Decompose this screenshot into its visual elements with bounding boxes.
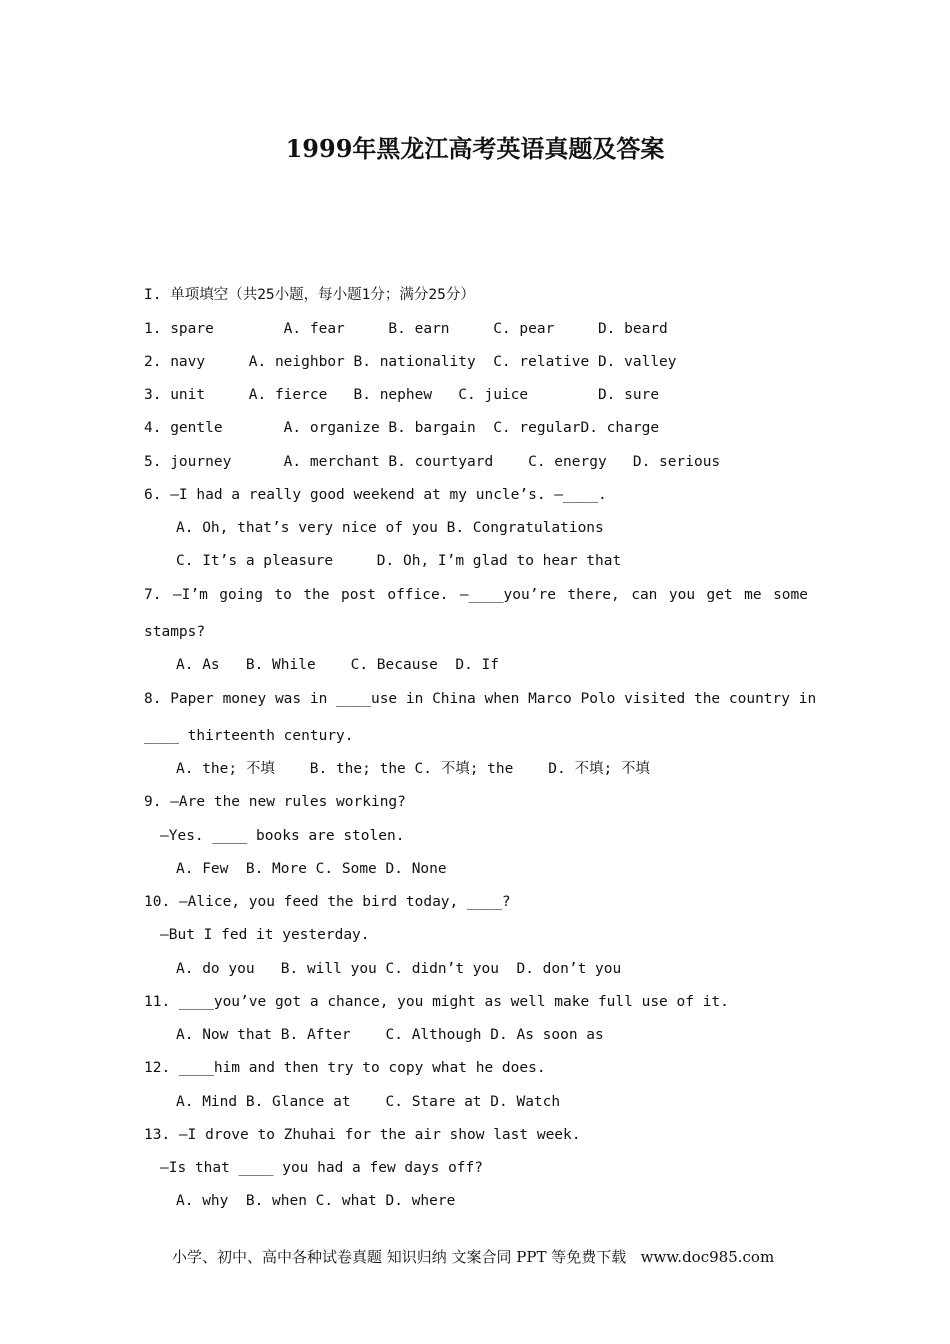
option-line: A. Now that B. After C. Although D. As soon as: [176, 1027, 604, 1043]
option-line: A. Oh, that’s very nice of you B. Congratulations: [176, 520, 604, 536]
question-line: 11. ____you’ve got a chance, you might as well make full use of it.: [144, 994, 729, 1010]
option-line: A. Few B. More C. Some D. None: [176, 861, 447, 877]
option-line: A. As B. While C. Because D. If: [176, 657, 500, 673]
question-line: 5. journey A. merchant B. courtyard C. energy D. serious: [144, 454, 721, 470]
option-line: C. It’s a pleasure D. Oh, I’m glad to hear that: [176, 553, 622, 569]
page-title: 1999年黑龙江高考英语真题及答案: [285, 134, 665, 163]
dialogue-line: —Yes. ____ books are stolen.: [160, 828, 405, 844]
option-line: A. the; 不填 B. the; the C. 不填; the D. 不填; 不填: [176, 761, 650, 777]
question-line: 8. Paper money was in ____use in China when Marco Polo visited the country in: [144, 691, 817, 707]
page-footer: 小学、初中、高中各种试卷真题 知识归纳 文案合同 PPT 等免费下载 www.doc985.com: [172, 1248, 775, 1266]
question-line: 4. gentle A. organize B. bargain C. regularD. charge: [144, 420, 660, 436]
section-heading: I. 单项填空（共25小题，每小题1分；满分25分）: [144, 287, 475, 303]
question-line: 2. navy A. neighbor B. nationality C. relative D. valley: [144, 354, 677, 370]
option-line: A. why B. when C. what D. where: [176, 1193, 456, 1209]
question-line: 7. —I’m going to the post office. —____you’re there, can you get me some: [144, 587, 808, 603]
dialogue-line: —But I fed it yesterday.: [160, 927, 370, 943]
question-line: stamps?: [144, 624, 206, 640]
option-line: A. do you B. will you C. didn’t you D. don’t you: [176, 961, 622, 977]
question-line: 3. unit A. fierce B. nephew C. juice D. sure: [144, 387, 660, 403]
question-line: 6. —I had a really good weekend at my uncle’s. —____.: [144, 487, 607, 503]
question-line: 10. —Alice, you feed the bird today, ____?: [144, 894, 511, 910]
question-line: ____ thirteenth century.: [144, 728, 354, 744]
question-line: 12. ____him and then try to copy what he does.: [144, 1060, 546, 1076]
option-line: A. Mind B. Glance at C. Stare at D. Watch: [176, 1094, 561, 1110]
question-line: 13. —I drove to Zhuhai for the air show last week.: [144, 1127, 581, 1143]
question-line: 1. spare A. fear B. earn C. pear D. beard: [144, 321, 668, 337]
dialogue-line: —Is that ____ you had a few days off?: [160, 1160, 484, 1176]
question-line: 9. —Are the new rules working?: [144, 794, 406, 810]
